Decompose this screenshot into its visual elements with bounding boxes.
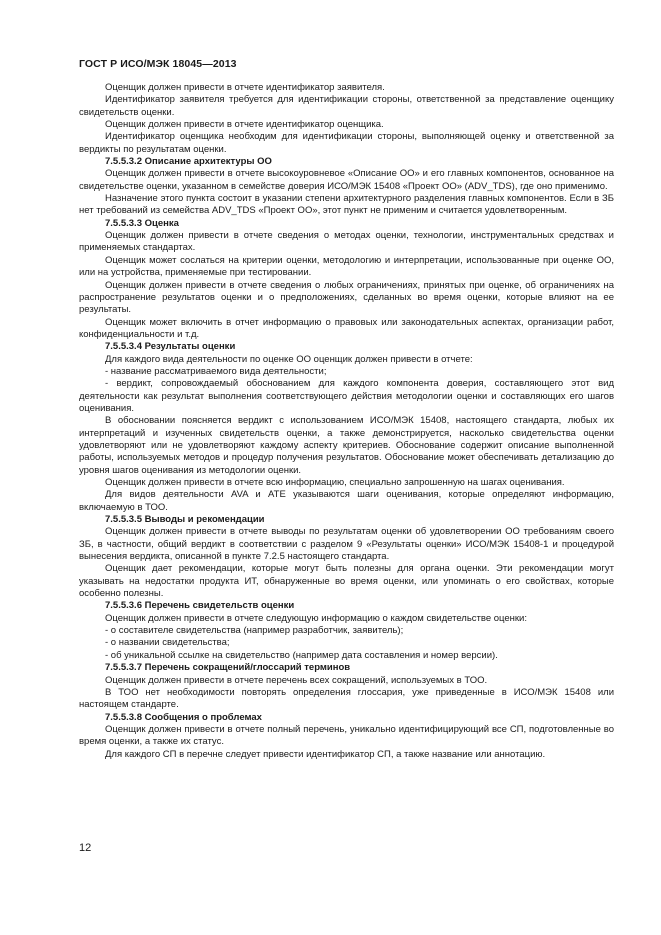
paragraph: Идентификатор оценщика необходим для идентификации стороны, выполняющей оценку и ответственной за вердикты по результатам оценки. (79, 131, 614, 155)
list-item: - о названии свидетельства; (105, 637, 230, 649)
paragraph: Оценщик должен привести в отчете всю информацию, специально запрошенную на шагах оценивания. (105, 477, 565, 488)
paragraph: Оценщик должен привести в отчете сведения о методах оценки, технологии, инструментальных средствах и применяемых стандартах. (79, 230, 614, 254)
section-heading: 7.5.5.3.8 Сообщения о проблемах (105, 711, 262, 723)
list-item: - название рассматриваемого вида деятельности; (105, 365, 327, 377)
paragraph: Оценщик должен привести в отчете идентификатор оценщика. (105, 119, 384, 131)
paragraph: Назначение этого пункта состоит в указании степени архитектурного разделения главных компонентов. Если в ЗБ нет требований из семейства ADV_TDS «Проект ОО», этот пункт не применим и считается удовлетворенным. (79, 193, 614, 217)
paragraph: Оценщик может включить в отчет информацию о правовых или законодательных аспектах, организации работ, конфиденциальности и т.д. (79, 316, 614, 340)
paragraph: Оценщик должен привести в отчете перечень всех сокращений, используемых в ТОО. (105, 674, 488, 686)
paragraph: Для каждого вида деятельности по оценке ОО оценщик должен привести в отчете: (105, 353, 473, 365)
paragraph: Для каждого СП в перечне следует привести идентификатор СП, а также название или аннотацию. (105, 748, 546, 760)
paragraph: Оценщик должен привести в отчете высокоуровневое «Описание ОО» и его главных компонентов, основанное на свидетельстве оценки, указанном в семействе доверия ИСО/МЭК 15408 «Проект ОО» (ADV_TDS), где оно применимо. (79, 168, 614, 192)
section-heading: 7.5.5.3.6 Перечень свидетельств оценки (105, 600, 295, 612)
list-item: - вердикт, сопровождаемый обоснованием для каждого компонента доверия, составляющего этот вид деятельности как результат выполнения соответствующего действия методологии оценки и составляющих его шагов оценивания. (79, 378, 614, 414)
document-body (79, 82, 614, 761)
section-heading: 7.5.5.3.3 Оценка (105, 217, 179, 229)
paragraph: В обосновании поясняется вердикт с использованием ИСО/МЭК 15408, настоящего стандарта, любых их интерпретаций и изученных свидетельств оценки, а также демонстрируется, насколько свидетельства оценки удовлетворяют или не удовлетворяют каждому аспекту критериев. Обоснование содержит описание выполненной работы, используемых методов и процедур получения результатов. Обоснование может обеспечивать детализацию до уровня шагов оценивания из методологии оценки. (79, 415, 614, 476)
paragraph: Оценщик должен привести в отчете выводы по результатам оценки об удовлетворении ОО требованиям своего ЗБ, в частности, общий вердикт в соответствии с разделом 9 «Результаты оценки» ИСО/МЭК 15408-1 и процедурой вынесения вердикта, описанной в пункте 7.2.5 настоящего стандарта. (79, 526, 614, 563)
page-number: 12 (79, 842, 92, 854)
paragraph: Оценщик должен привести в отчете следующую информацию о каждом свидетельстве оценки: (105, 612, 528, 624)
paragraph: Для видов деятельности AVA и ATE указываются шаги оценивания, которые определяют информацию, включаемую в ТОО. (79, 489, 614, 513)
paragraph: Оценщик дает рекомендации, которые могут быть полезны для органа оценки. Эти рекомендации могут указывать на недостатки продукта ИТ, обнаруженные во время оценки, или упоминать о его свойствах, которые особенно полезны. (79, 563, 614, 600)
page-header: ГОСТ Р ИСО/МЭК 18045—2013 (79, 58, 237, 70)
section-heading: 7.5.5.3.4 Результаты оценки (105, 341, 236, 353)
section-heading: 7.5.5.3.5 Выводы и рекомендации (105, 514, 265, 526)
paragraph: Идентификатор заявителя требуется для идентификации стороны, ответственной за представление оценщику свидетельств оценки. (79, 94, 614, 118)
section-heading: 7.5.5.3.2 Описание архитектуры ОО (105, 156, 272, 168)
paragraph: Оценщик должен привести в отчете сведения о любых ограничениях, принятых при оценке, об ограничениях на распространение результатов оценки и о предположениях, сделанных во время оценки, которые влияют на ее результаты. (79, 279, 614, 316)
paragraph: Оценщик должен привести в отчете полный перечень, уникально идентифицирующий все СП, подготовленные во время оценки, а также их статус. (79, 723, 614, 748)
section-heading: 7.5.5.3.7 Перечень сокращений/глоссарий терминов (105, 662, 351, 674)
list-item: - о составителе свидетельства (например разработчик, заявитель); (105, 625, 404, 637)
list-item: - об уникальной ссылке на свидетельство (например дата составления и номер версии). (105, 649, 498, 661)
paragraph: Оценщик может сослаться на критерии оценки, методологию и интерпретации, использованные при оценке ОО, или на устройства, применяемые при тестировании. (79, 254, 614, 279)
paragraph: Оценщик должен привести в отчете идентификатор заявителя. (105, 82, 385, 93)
paragraph: В ТОО нет необходимости повторять определения глоссария, уже приведенные в ИСО/МЭК 15408 или настоящем стандарте. (79, 686, 614, 711)
